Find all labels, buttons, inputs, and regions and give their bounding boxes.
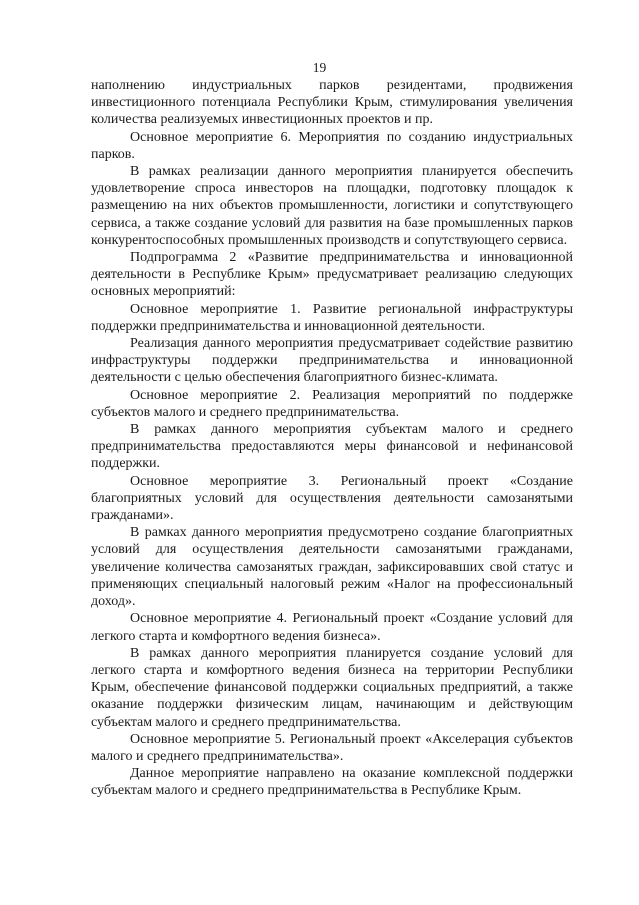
page-number: 19 bbox=[312, 60, 327, 75]
paragraph: В рамках данного мероприятия предусмотрено создание благоприятных условий для осуществления деятельности самозанятыми гражданами, увеличение количества самозанятых граждан, зафиксировавших свой статус и применяющих специальный налоговый режим «Налог на профессиональный доход». bbox=[91, 525, 573, 610]
paragraph: Подпрограмма 2 «Развитие предпринимательства и инновационной деятельности в Республике Крым» предусматривает реализацию следующих основных мероприятий: bbox=[91, 250, 573, 300]
paragraph: Основное мероприятие 3. Региональный проект «Создание благоприятных условий для осуществления деятельности самозанятыми гражданами». bbox=[91, 473, 573, 524]
paragraph: Основное мероприятие 1. Развитие региональной инфраструктуры поддержки предпринимательства и инновационной деятельности. bbox=[91, 301, 573, 334]
paragraph: Данное мероприятие направлено на оказание комплексной поддержки субъектам малого и среднего предпринимательства в Республике Крым. bbox=[91, 766, 573, 799]
paragraph: В рамках реализации данного мероприятия планируется обеспечить удовлетворение спроса инвесторов на площадки, подготовку площадок к размещению на них объектов промышленности, логистики и сопутствующего сервиса, а также создание условий для развития на базе промышленных парков конкурентоспособных промышленных производств и сопутствующего сервиса. bbox=[91, 164, 573, 248]
paragraph: Основное мероприятие 4. Региональный проект «Создание условий для легкого старта и комфортного ведения бизнеса». bbox=[91, 611, 573, 644]
document-body bbox=[91, 77, 573, 800]
paragraph: В рамках данного мероприятия субъектам малого и среднего предпринимательства предоставляются меры финансовой и нефинансовой поддержки. bbox=[91, 422, 573, 472]
paragraph: Реализация данного мероприятия предусматривает содействие развитию инфраструктуры поддержки предпринимательства и инновационной деятельности с целью обеспечения благоприятного бизнес-климата. bbox=[91, 336, 573, 386]
paragraph: В рамках данного мероприятия планируется создание условий для легкого старта и комфортного ведения бизнеса на территории Республики Крым, обеспечение финансовой поддержки социальных предприятий, а также оказание поддержки физическим лицам, начинающим и действующим субъектам малого и среднего предпринимательства. bbox=[91, 645, 573, 730]
paragraph: Основное мероприятие 2. Реализация мероприятий по поддержке субъектов малого и среднего предпринимательства. bbox=[91, 387, 573, 420]
paragraph: Основное мероприятие 6. Мероприятия по созданию индустриальных парков. bbox=[91, 129, 573, 162]
paragraph: Основное мероприятие 5. Региональный проект «Акселерация субъектов малого и среднего предпринимательства». bbox=[91, 731, 573, 764]
paragraph: наполнению индустриальных парков резидентами, продвижения инвестиционного потенциала Республики Крым, стимулирования увеличения количества реализуемых инвестиционных проектов и пр. bbox=[91, 78, 573, 128]
